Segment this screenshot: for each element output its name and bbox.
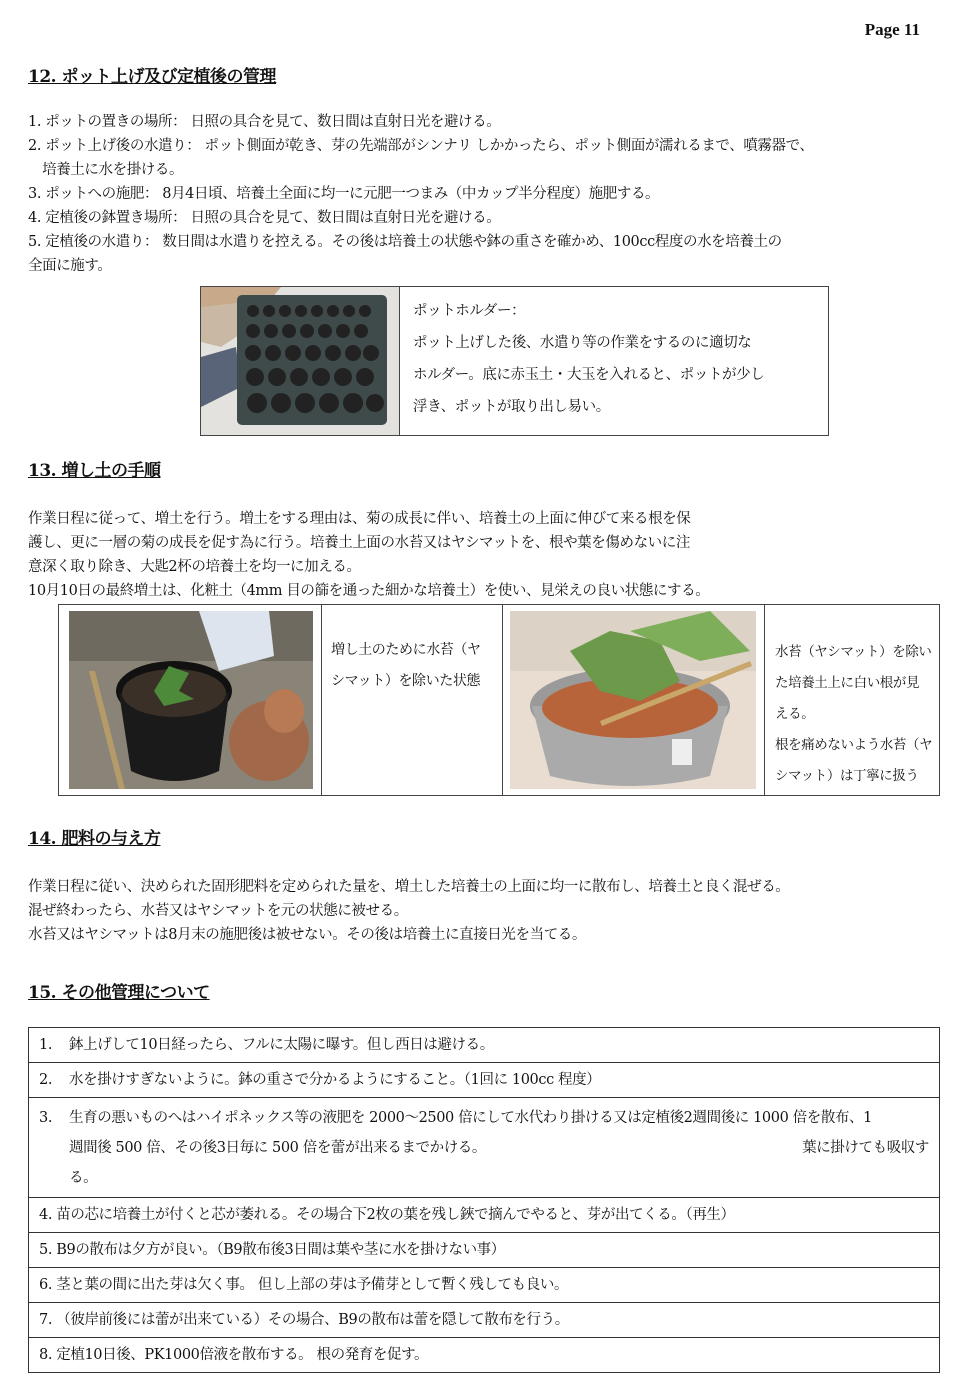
management-list <box>28 1027 940 1373</box>
section-12-text <box>28 110 814 278</box>
section-13-text <box>28 507 709 603</box>
text-line: 5. 定植後の水遣り： 数日間は水遣りを控える。その後は培養土の状態や鉢の重さを確かめ、100cc程度の水を培養土の <box>28 234 782 250</box>
text-line: 1. ポットの置きの場所： 日照の具合を見て、数日間は直射日光を避ける。 <box>28 114 501 130</box>
text-line: 10月10日の最終増土は、化粧土（4mm 目の篩を通った細かな培養土）を使い、見栄えの良い状態にする。 <box>28 583 710 599</box>
text-line: 全面に施す。 <box>28 258 112 274</box>
caption-line: ポットホルダー： <box>413 303 526 319</box>
list-item: 1. 鉢上げして10日経ったら、フルに太陽に曝す。但し西日は避ける。 <box>29 1028 940 1063</box>
mulch-removal-figure <box>58 604 940 796</box>
list-item: 3. 生育の悪いものへはハイポネックス等の液肥を 2000～2500 倍にして水代わり掛ける又は定植後2週間後に 1000 倍を散布、1 週間後 500 倍、その後3日毎に 500 倍を蕾が出来るまでかける。 葉に掛けても吸収す る。 <box>29 1098 940 1198</box>
text-line: 水苔又はヤシマットは8月末の施肥後は被せない。その後は培養土に直接日光を当てる。 <box>28 927 586 943</box>
pot-holder-figure <box>200 286 829 436</box>
section-15-title: 15. その他管理について <box>28 983 210 1003</box>
text-line: 3. ポットへの施肥： 8月4日頃、培養土全面に均一に元肥一つまみ（中カップ半分程度）施肥する。 <box>28 186 660 202</box>
mulch-removed-caption <box>331 635 481 697</box>
list-item: 8. 定植10日後、PK1000倍液を散布する。 根の発育を促す。 <box>29 1338 940 1373</box>
list-item: 6. 茎と葉の間に出た芽は欠く事。 但し上部の芽は予備芽として暫く残しても良い。 <box>29 1268 940 1303</box>
caption-line: シマット）は丁寧に扱う <box>775 768 919 784</box>
list-item: 2. 水を掛けすぎないように。鉢の重さで分かるようにすること。（1回に 100cc 程度） <box>29 1063 940 1098</box>
caption-line: シマット）を除いた状態 <box>331 673 481 689</box>
caption-line: 水苔（ヤシマット）を除い <box>775 644 932 660</box>
text-line: 培養土に水を掛ける。 <box>28 162 184 178</box>
caption-line: 増し土のために水苔（ヤ <box>331 642 481 658</box>
page-number: Page 11 <box>864 20 920 39</box>
pot-holder-photo <box>201 287 400 435</box>
mulch-removed-photo <box>69 611 313 789</box>
list-item: 5. B9の散布は夕方が良い。（B9散布後3日間は葉や茎に水を掛けない事） <box>29 1233 940 1268</box>
caption-line: ホルダー。底に赤玉土・大玉を入れると、ポットが少し <box>413 367 765 383</box>
caption-line: ポット上げした後、水遣り等の作業をするのに適切な <box>413 335 752 351</box>
section-12-title: 12. ポット上げ及び定植後の管理 <box>28 67 276 87</box>
text-line: 4. 定植後の鉢置き場所： 日照の具合を見て、数日間は直射日光を避ける。 <box>28 210 501 226</box>
caption-line: 根を痛めないよう水苔（ヤ <box>775 737 933 753</box>
caption-line: 浮き、ポットが取り出し易い。 <box>413 399 610 415</box>
text-line: 2. ポット上げ後の水遣り： ポット側面が乾き、芽の先端部がシンナリ しかかったら、ポット側面が濡れるまで、噴霧器で、 <box>28 138 814 154</box>
white-roots-photo <box>510 611 756 789</box>
text-line: 意深く取り除き、大匙2杯の培養土を均一に加える。 <box>28 559 361 575</box>
caption-line: える。 <box>775 706 815 722</box>
text-line: 護し、更に一層の菊の成長を促す為に行う。培養土上面の水苔又はヤシマットを、根や葉を傷めないに注 <box>28 535 690 551</box>
section-14-text <box>28 875 789 947</box>
text-line: 混ぜ終わったら、水苔又はヤシマットを元の状態に被せる。 <box>28 903 408 919</box>
section-13-title: 13. 増し土の手順 <box>28 461 161 481</box>
section-14-title: 14. 肥料の与え方 <box>28 829 161 849</box>
text-line: 作業日程に従い、決められた固形肥料を定められた量を、増土した培養土の上面に均一に散布し、培養土と良く混ぜる。 <box>28 879 790 895</box>
pot-holder-caption <box>413 295 764 423</box>
text-line: 作業日程に従って、増土を行う。増土をする理由は、菊の成長に伴い、培養土の上面に伸びて来る根を保 <box>28 511 691 527</box>
white-roots-caption <box>775 637 932 792</box>
list-item: 4. 苗の芯に培養土が付くと芯が萎れる。その場合下2枚の葉を残し鋏で摘んでやると、芽が出てくる。（再生） <box>29 1198 940 1233</box>
caption-line: た培養土上に白い根が見 <box>775 675 920 691</box>
list-item: 7. （彼岸前後には蕾が出来ている）その場合、B9の散布は蕾を隠して散布を行う。 <box>29 1303 940 1338</box>
